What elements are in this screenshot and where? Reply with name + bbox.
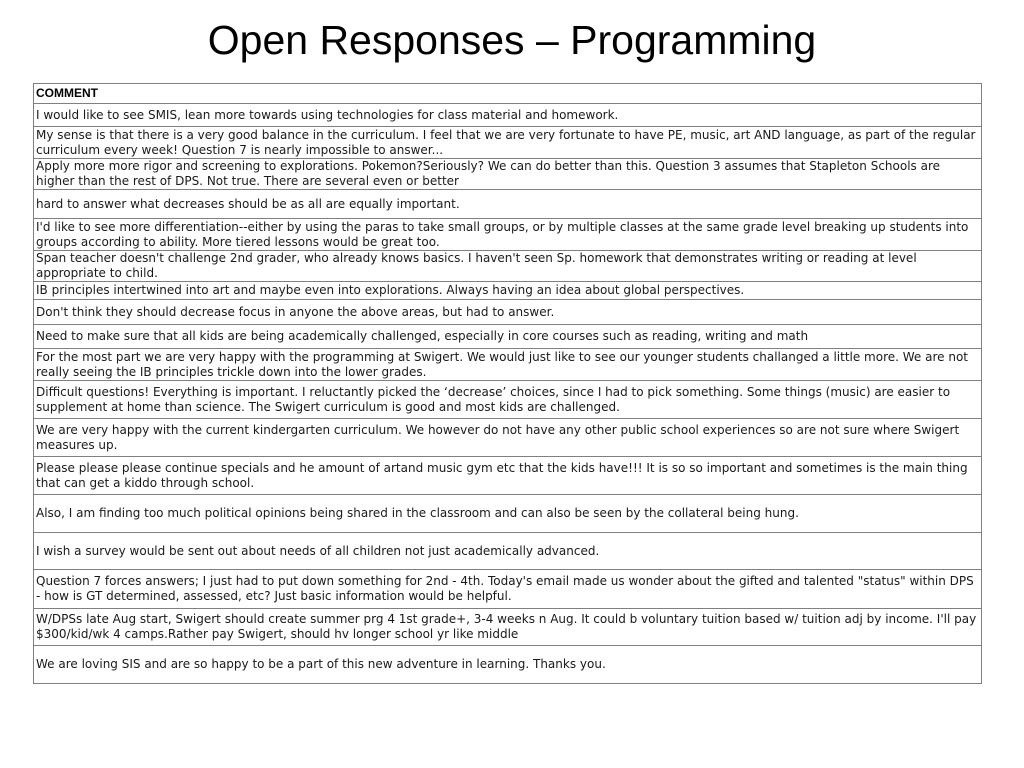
table-row [34, 533, 982, 570]
table-row [34, 190, 982, 219]
comment-cell: I would like to see SMIS, lean more towards using technologies for class material and homework. [34, 104, 982, 127]
table-row [34, 325, 982, 349]
comment-cell: Span teacher doesn't challenge 2nd grader, who already knows basics. I haven't seen Sp. homework that demonstrates writing or reading at level appropriate to child. [34, 251, 982, 282]
table-row [34, 457, 982, 495]
comment-cell: Need to make sure that all kids are being academically challenged, especially in core courses such as reading, writing and math [34, 325, 982, 349]
table-row [34, 349, 982, 381]
table-row [34, 251, 982, 282]
table-row [34, 159, 982, 190]
comment-column-header: COMMENT [34, 84, 982, 104]
table-row [34, 419, 982, 457]
comment-cell: Also, I am finding too much political opinions being shared in the classroom and can also be seen by the collateral being hung. [34, 495, 982, 533]
comment-cell: W/DPSs late Aug start, Swigert should create summer prg 4 1st grade+, 3-4 weeks n Aug. It could b voluntary tuition based w/ tuition adj by income. I'll pay $300/kid/wk 4 camps.Rather pay Swigert, should hv longer school yr like middle [34, 609, 982, 646]
table-row [34, 219, 982, 251]
comments-table [33, 83, 982, 684]
comment-cell: Don't think they should decrease focus in anyone the above areas, but had to answer. [34, 300, 982, 325]
table-row [34, 300, 982, 325]
comment-cell: Apply more more rigor and screening to explorations. Pokemon?Seriously? We can do better than this. Question 3 assumes that Stapleton Schools are higher than the rest of DPS. Not true. There are several even or better [34, 159, 982, 190]
comment-cell: I wish a survey would be sent out about needs of all children not just academically advanced. [34, 533, 982, 570]
comment-cell: I'd like to see more differentiation--either by using the paras to take small groups, or by multiple classes at the same grade level breaking up students into groups according to ability. More tiered lessons would be great too. [34, 219, 982, 251]
comment-cell: We are very happy with the current kindergarten curriculum. We however do not have any other public school experiences so are not sure where Swigert measures up. [34, 419, 982, 457]
comment-cell: IB principles intertwined into art and maybe even into explorations. Always having an idea about global perspectives. [34, 282, 982, 300]
comment-cell: hard to answer what decreases should be as all are equally important. [34, 190, 982, 219]
table-header-row [34, 84, 982, 104]
comment-cell: My sense is that there is a very good balance in the curriculum. I feel that we are very fortunate to have PE, music, art AND language, as part of the regular curriculum every week! Question 7 is nearly impossible to answer... [34, 127, 982, 159]
comment-cell: Please please please continue specials and he amount of artand music gym etc that the kids have!!! It is so so important and sometimes is the main thing that can get a kiddo through school. [34, 457, 982, 495]
comment-cell: For the most part we are very happy with the programming at Swigert. We would just like to see our younger students challanged a little more. We are not really seeing the IB principles trickle down into the lower grades. [34, 349, 982, 381]
table-row [34, 381, 982, 419]
slide-title: Open Responses – Programming [207, 17, 817, 63]
comment-cell: Question 7 forces answers; I just had to put down something for 2nd - 4th. Today's email made us wonder about the gifted and talented "status" within DPS - how is GT determined, assessed, etc? Just basic information would be helpful. [34, 570, 982, 609]
comment-cell: We are loving SIS and are so happy to be a part of this new adventure in learning. Thanks you. [34, 646, 982, 684]
table-row [34, 495, 982, 533]
table-row [34, 104, 982, 127]
comment-cell: Difficult questions! Everything is important. I reluctantly picked the ‘decrease’ choices, since I had to pick something. Some things (music) are easier to supplement at home than science. The Swigert curriculum is good and most kids are challenged. [34, 381, 982, 419]
table-row [34, 282, 982, 300]
table-row [34, 646, 982, 684]
table-row [34, 570, 982, 609]
table-row [34, 609, 982, 646]
table-row [34, 127, 982, 159]
